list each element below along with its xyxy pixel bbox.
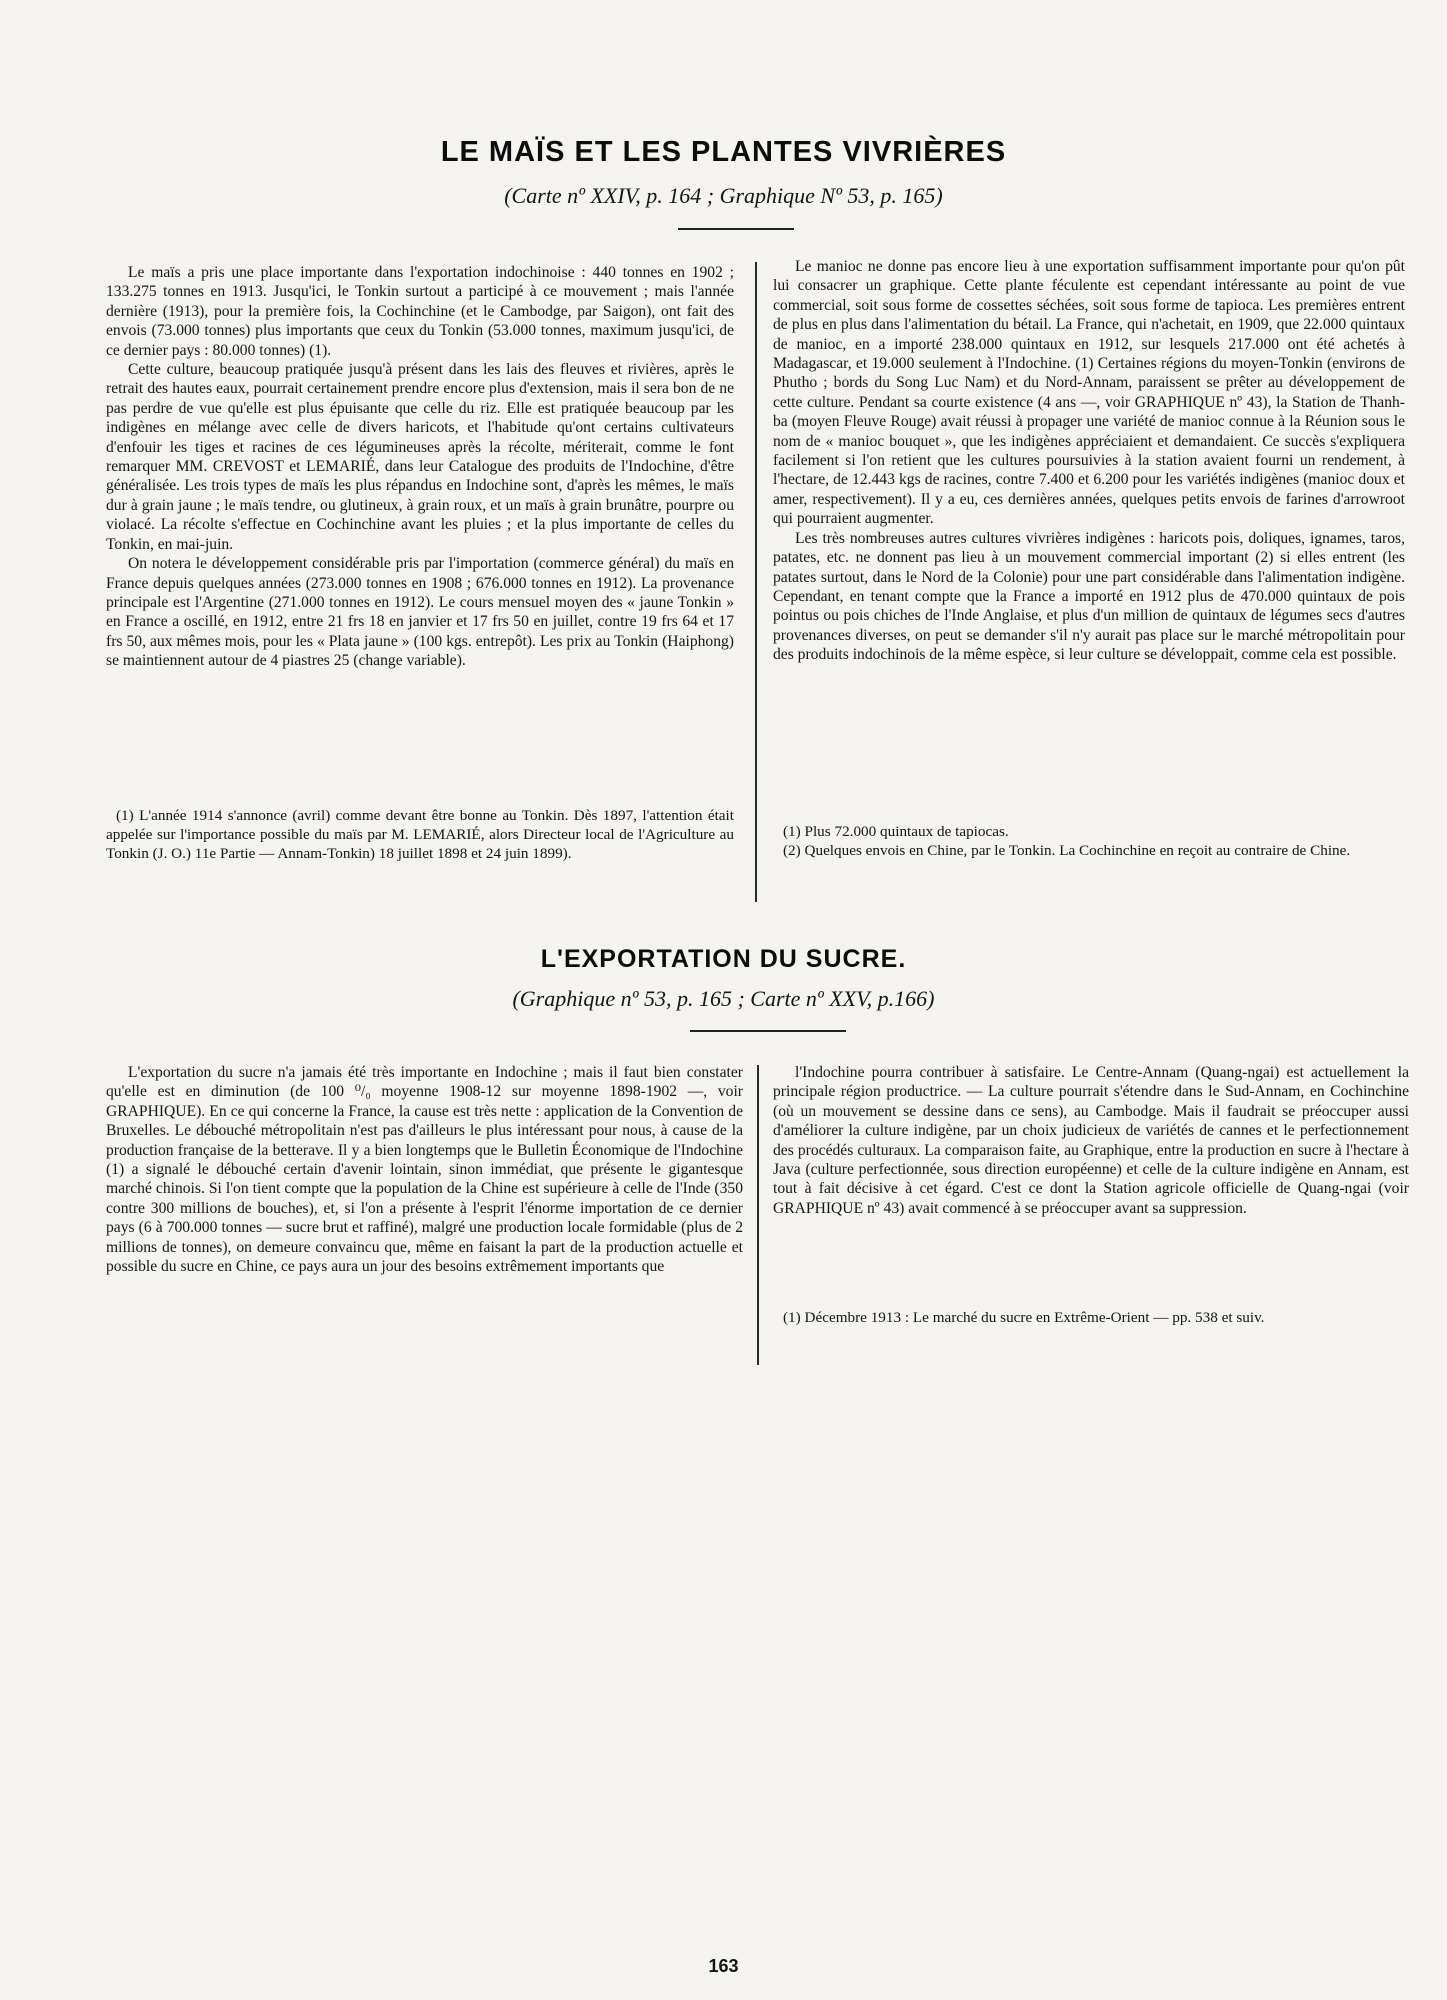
footnotes-right-manioc [773,822,1405,860]
paragraph: l'Indochine pourra contribuer à satisfaire. Le Centre-Annam (Quang-ngai) est actuellement la principale région productrice. — La culture pourrait s'étendre dans le Sud-Annam, en Cochinchine (où un mouvement se dessine dans ce sens), au Cambodge. Mais il faudrait se préoccuper aussi d'améliorer la culture indigène, par un choix judicieux de variétés de cannes et le perfectionnement des procédés culturaux. La comparaison faite, au Graphique, entre la production en sucre à l'hectare à Java (culture perfectionnée, sous direction européenne) et celle de la culture indigène en Annam, est tout à fait décisive à cet égard. C'est ce dont la Station agricole officielle de Quang-ngai (voir GRAPHIQUE nº 43) avait commencé à se préoccuper avant sa suppression. [773,1064,1409,1217]
footnote-right-sucre [773,1308,1409,1327]
paragraph: Le maïs a pris une place importante dans l'exportation indochinoise : 440 tonnes en 1902 ; 133.275 tonnes en 1913. Jusqu'ici, le Tonkin surtout a participé à ce mouvement ; mais l'année dernière (1913), pour la première fois, la Cochinchine (et le Cambodge, par Saigon), ont fait des envois (73.000 tonnes) plus importants que ceux du Tonkin (53.000 tonnes, maximum jusqu'ici, de ce dernier pays : 80.000 tonnes) (1). [106,264,734,359]
footnote-text: (2) Quelques envois en Chine, par le Tonkin. La Cochinchine en reçoit au contraire de Chine. [783,842,1351,860]
paragraph: Cette culture, beaucoup pratiquée jusqu'à présent dans les lais des fleuves et rivières, après le retrait des hautes eaux, pourrait certainement prendre encore plus d'extension, mais il sera bon de ne pas perdre de vue qu'elle est plus épuisante que celle du riz. Elle est pratiquée beaucoup par les indigènes en mélange avec celle de divers haricots, et l'habitude qu'ont certains cultivateurs d'enfouir les tiges et racines de ces légumineuses après la récolte, mériterait, comme le font remarquer MM. CREVOST et LEMARIÉ, dans leur Catalogue des produits de l'Indochine, d'être généralisée. Les trois types de maïs les plus répandus en Indochine sont, d'après les mêmes, le maïs dur à grain jaune ; le maïs tendre, ou glutineux, à grain roux, et un maïs à grain brunâtre, pourpre ou violacé. La récolte s'effectue en Cochinchine avant les pluies ; et la plus importante de celles du Tonkin, en mai-juin. [106,361,734,553]
footnote-text: (1) Décembre 1913 : Le marché du sucre en Extrême-Orient — pp. 538 et suiv. [783,1309,1265,1326]
left-column-mais [106,263,734,671]
left-column-sucre [106,1063,743,1276]
section-subtitle-mais: (Carte nº XXIV, p. 164 ; Graphique Nº 53, p. 165) [504,183,943,208]
section-subtitle-sucre: (Graphique nº 53, p. 165 ; Carte nº XXV, p.166) [512,986,935,1011]
column-divider [757,1065,759,1365]
right-column-manioc [773,257,1405,665]
right-column-sucre [773,1063,1409,1218]
footnote-left-mais [106,806,734,864]
title-rule [678,228,794,230]
section-title-mais: LE MAÏS ET LES PLANTES VIVRIÈRES [440,136,1007,168]
paragraph: Le manioc ne donne pas encore lieu à une exportation suffisamment importante pour qu'on pût lui consacrer un graphique. Cette plante féculente est cependant intéressante au point de vue commercial, soit sous forme de cossettes séchées, soit sous forme de tapioca. Les premières entrent de plus en plus dans l'alimentation du bétail. La France, qui n'achetait, en 1909, que 22.000 quintaux de manioc, en a importé 238.000 quintaux en 1912, sur lesquels 217.000 ont été achetés à Madagascar, et 19.000 seulement à l'Indochine. (1) Certaines régions du moyen-Tonkin (environs de Phutho ; bords du Song Luc Nam) et du Nord-Annam, paraissent se prêter au développement de cette culture. Pendant sa courte existence (4 ans —, voir GRAPHIQUE nº 43), la Station de Thanh-ba (moyen Fleuve Rouge) avait réussi à propager une variété de manioc connue à la Réunion sous le nom de « manioc bouquet », que les indigènes appréciaient et demandaient. Ce succès s'expliquera facilement si l'on retient que les cultures poursuivies à la station avaient fourni un rendement, à l'hectare, de 12.443 kgs de racines, contre 7.400 et 6.200 pour les variétés indigènes (manioc doux et amer, respectivement). Il y a eu, ces dernières années, quelques petits envois de farines d'arrowroot qui pourraient augmenter. [773,258,1405,528]
paragraph: On notera le développement considérable pris par l'importation (commerce général) du maïs en France depuis quelques années (273.000 tonnes en 1908 ; 676.000 tonnes en 1912). La provenance principale est l'Argentine (271.000 tonnes en 1912). Le cours mensuel moyen des « jaune Tonkin » en France a oscillé, en 1912, entre 21 frs 18 en janvier et 17 frs 50 en juillet, contre 19 frs 64 et 17 frs 50, aux mêmes mois, pour les « Plata jaune » (100 kgs. entrepôt). Les prix au Tonkin (Haiphong) se maintiennent autour de 4 piastres 25 (change variable). [106,555,734,670]
paragraph: L'exportation du sucre n'a jamais été très importante en Indochine ; mais il faut bien constater qu'elle est en diminution (de 100 ⁰/₀ moyenne 1908-12 sur moyenne 1898-1902 —, voir GRAPHIQUE). En ce qui concerne la France, la cause est très nette : application de la Convention de Bruxelles. Le débouché métropolitain n'est pas d'ailleurs le plus intéressant pour nous, à cause de la production française de la betterave. Il y a bien longtemps que le Bulletin Économique de l'Indochine (1) a signalé le débouché certain d'avenir lointain, sinon immédiat, que présente le gigantesque marché chinois. Si l'on tient compte que la population de la Chine est supérieure à celle de l'Inde (350 contre 300 millions de bouches), et, si l'on a présente à l'esprit l'énorme importation de ce dernier pays (6 à 700.000 tonnes — sucre brut et raffiné), malgré une production locale formidable (plus de 2 millions de tonnes), on demeure convaincu que, même en faisant la part de la production actuelle et possible du sucre en Chine, ce pays aura un jour des besoins extrêmement importants que [106,1064,743,1276]
paragraph: Les très nombreuses autres cultures vivrières indigènes : haricots pois, doliques, ignames, taros, patates, etc. ne donnent pas lieu à un mouvement commercial important (2) si elles entrent (les patates surtout, dans le Nord de la Colonie) pour une part considérable dans l'alimentation indigène. Cependant, en tenant compte que la France a importé en 1912 plus de 470.000 quintaux de pois pointus ou pois chiches de l'Inde Anglaise, et plus d'un million de quintaux de légumes secs d'autres provenances diverses, on peut se demander s'il n'y aurait pas place sur le marché métropolitain pour des produits indochinois de la même espèce, si leur culture se développait, comme cela est possible. [773,529,1405,664]
footnote-text: (1) L'année 1914 s'annonce (avril) comme devant être bonne au Tonkin. Dès 1897, l'attention était appelée sur l'importance possible du maïs par M. LEMARIÉ, alors Directeur local de l'Agriculture au Tonkin (J. O.) 11e Partie — Annam-Tonkin) 18 juillet 1898 et 24 juin 1899). [106,807,734,863]
page-number: 163 [708,1956,739,1976]
footnote-text: (1) Plus 72.000 quintaux de tapiocas. [783,823,1009,840]
section-title-sucre: L'EXPORTATION DU SUCRE. [540,945,907,973]
column-divider [755,262,757,902]
title-rule [690,1030,846,1032]
